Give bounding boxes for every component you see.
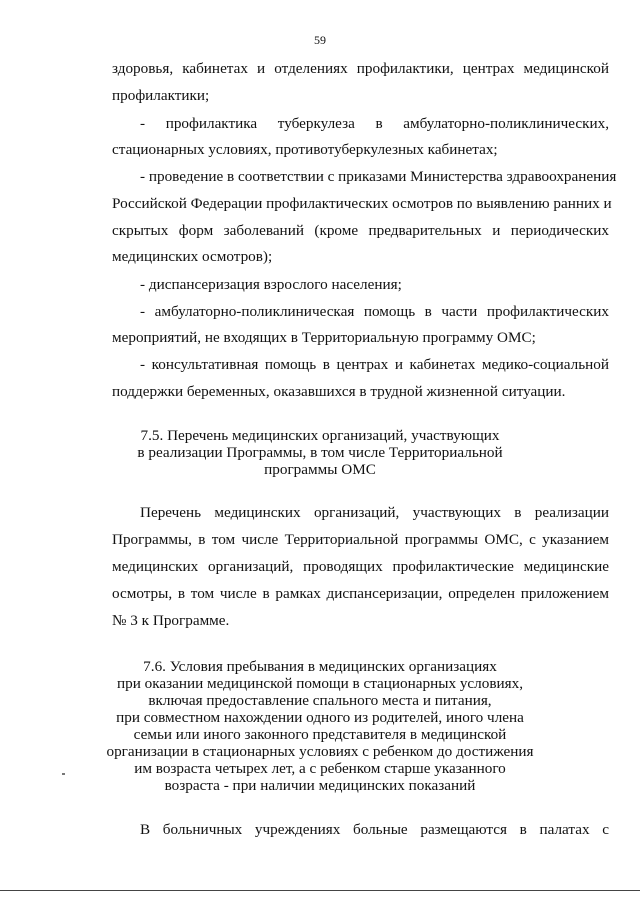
text-line: - амбулаторно-поликлиническая помощь в части профилактических (140, 303, 609, 320)
section-heading-line: организации в стационарных условиях с ребенком до достижения (106, 743, 534, 760)
section-heading-line: включая предоставление спального места и питания, (148, 692, 492, 709)
text-line: В больничных учреждениях больные размещаются в палатах с (140, 821, 609, 838)
section-heading-line: возраста - при наличии медицинских показаний (164, 777, 476, 794)
text-line: - профилактика туберкулеза в амбулаторно-поликлинических, (140, 115, 609, 132)
section-heading-line: программы ОМС (264, 461, 376, 478)
text-line: скрытых форм заболеваний (кроме предварительных и периодических (112, 222, 609, 239)
section-heading-line: им возраста четырех лет, а с ребенком старше указанного (134, 760, 506, 777)
section-heading-line: семьи или иного законного представителя в медицинской (133, 726, 507, 743)
text-line: здоровья, кабинетах и отделениях профилактики, центрах медицинской (112, 60, 609, 77)
section-heading-line: 7.5. Перечень медицинских организаций, участвующих (140, 427, 500, 444)
scan-edge-line (0, 890, 640, 891)
text-line: медицинских организаций, проводящих профилактические медицинские (112, 558, 609, 575)
text-line: - диспансеризация взрослого населения; (140, 276, 402, 293)
text-line: - консультативная помощь в центрах и кабинетах медико-социальной (140, 356, 609, 373)
section-heading-line: 7.6. Условия пребывания в медицинских организациях (143, 658, 497, 675)
scan-speck (62, 773, 65, 775)
text-line: поддержки беременных, оказавшихся в трудной жизненной ситуации. (112, 383, 566, 400)
text-line: медицинских осмотров); (112, 248, 273, 265)
text-line: Перечень медицинских организаций, участвующих в реализации (140, 504, 609, 521)
section-heading-line: при совместном нахождении одного из родителей, иного члена (116, 709, 524, 726)
section-heading-line: в реализации Программы, в том числе Территориальной (137, 444, 503, 461)
text-line: - проведение в соответствии с приказами Министерства здравоохранения (140, 168, 617, 185)
text-line: мероприятий, не входящих в Территориальную программу ОМС; (112, 329, 536, 346)
section-heading-line: при оказании медицинской помощи в стационарных условиях, (116, 675, 524, 692)
text-line: Российской Федерации профилактических осмотров по выявлению ранних и (112, 195, 612, 212)
text-line: профилактики; (112, 87, 210, 104)
text-line: стационарных условиях, противотуберкулезных кабинетах; (112, 141, 498, 158)
text-line: Программы, в том числе Территориальной программы ОМС, с указанием (112, 531, 609, 548)
text-line: № 3 к Программе. (112, 612, 230, 629)
page-number: 59 (314, 33, 326, 47)
text-line: осмотры, в том числе в рамках диспансеризации, определен приложением (112, 585, 609, 602)
